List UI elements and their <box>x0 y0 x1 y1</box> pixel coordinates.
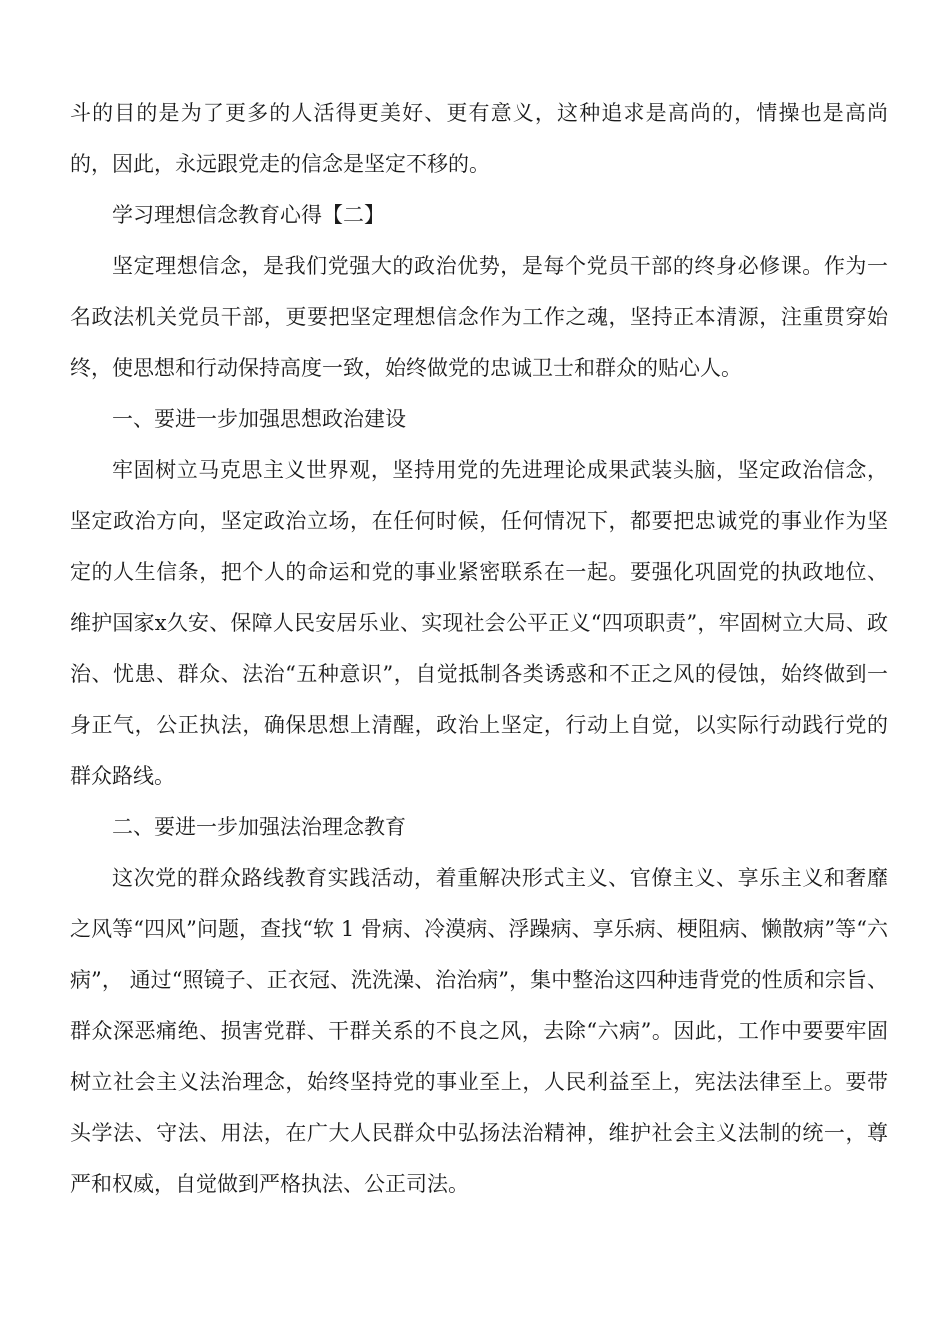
section-title: 学习理想信念教育心得【二】 <box>112 203 385 227</box>
paragraph-section-1: 牢固树立马克思主义世界观，坚持用党的先进理论成果武装头脑，坚定政治信念，坚定政治方向，坚定政治立场，在任何时候，任何情况下，都要把忠诚党的事业作为坚定的人生信条，把个人的命运和党的事业紧密联系在一起。要强化巩固党的执政地位、维护国家x久安、保障人民安居乐业、实现社会公平正义“四项职责”，牢固树立大局、政治、忧患、群众、法治“五种意识”，自觉抵制各类诱惑和不正之风的侵蚀，始终做到一身正气，公正执法，确保思想上清醒，政治上坚定，行动上自觉，以实际行动践行党的群众路线。 <box>70 458 888 788</box>
paragraph-core: 坚定理想信念，是我们党强大的政治优势，是每个党员干部的终身必修课。作为一名政法机关党员干部，更要把坚定理想信念作为工作之魂，坚持正本清源，注重贯穿始终，使思想和行动保持高度一致，始终做党的忠诚卫士和群众的贴心人。 <box>70 254 888 380</box>
heading-1: 一、要进一步加强思想政治建设 <box>112 407 406 431</box>
document-page <box>70 88 888 1210</box>
paragraph-intro-continued: 斗的目的是为了更多的人活得更美好、更有意义，这种追求是高尚的，情操也是高尚的，因此，永远跟党走的信念是坚定不移的。 <box>70 101 888 176</box>
paragraph-section-2: 这次党的群众路线教育实践活动，着重解决形式主义、官僚主义、享乐主义和奢靡之风等“四风”问题，查找“软 1 骨病、冷漠病、浮躁病、享乐病、梗阻病、懒散病”等“六病”， 通过“照镜子、正衣冠、洗洗澡、治治病”，集中整治这四种违背党的性质和宗旨、群众深恶痛绝、损害党群、干群关系的不良之风，去除“六病”。因此，工作中要要牢固树立社会主义法治理念，始终坚持党的事业至上，人民利益至上，宪法法律至上。要带头学法、守法、用法，在广大人民群众中弘扬法治精神，维护社会主义法制的统一，尊严和权威，自觉做到严格执法、公正司法。 <box>70 866 888 1196</box>
heading-2: 二、要进一步加强法治理念教育 <box>112 815 406 839</box>
